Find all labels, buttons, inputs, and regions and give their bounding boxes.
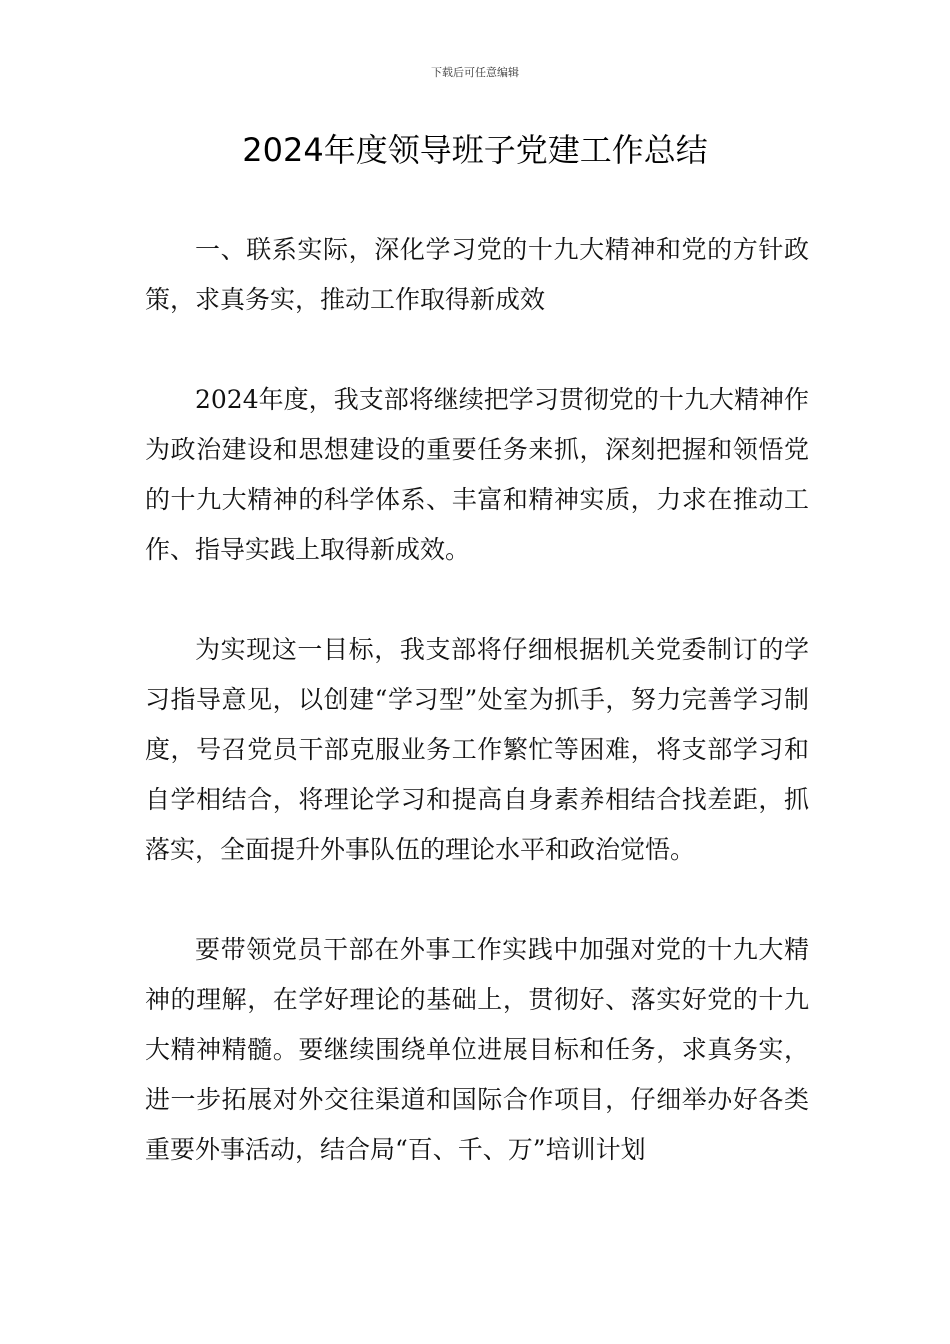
paragraph-2: 为实现这一目标，我支部将仔细根据机关党委制订的学习指导意见，以创建“学习型”处室为抓手，努力完善学习制度，号召党员干部克服业务工作繁忙等困难，将支部学习和自学相结合，将理论学习和提高自身素养相结合找差距，抓落实，全面提升外事队伍的理论水平和政治觉悟。: [145, 635, 809, 864]
paragraph-1: 2024年度，我支部将继续把学习贯彻党的十九大精神作为政治建设和思想建设的重要任务来抓，深刻把握和领悟党的十九大精神的科学体系、丰富和精神实质，力求在推动工作、指导实践上取得新成效。: [145, 385, 809, 564]
header-note: 下载后可任意编辑: [431, 66, 519, 79]
document-body: [145, 225, 809, 1175]
section-heading-1: 一、联系实际，深化学习党的十九大精神和党的方针政策，求真务实，推动工作取得新成效: [145, 235, 809, 314]
paragraph-3: 要带领党员干部在外事工作实践中加强对党的十九大精神的理解，在学好理论的基础上，贯彻好、落实好党的十九大精神精髓。要继续围绕单位进展目标和任务，求真务实，进一步拓展对外交往渠道和国际合作项目，仔细举办好各类重要外事活动，结合局“百、千、万”培训计划: [145, 935, 809, 1164]
document-title: 2024年度领导班子党建工作总结: [242, 131, 708, 169]
